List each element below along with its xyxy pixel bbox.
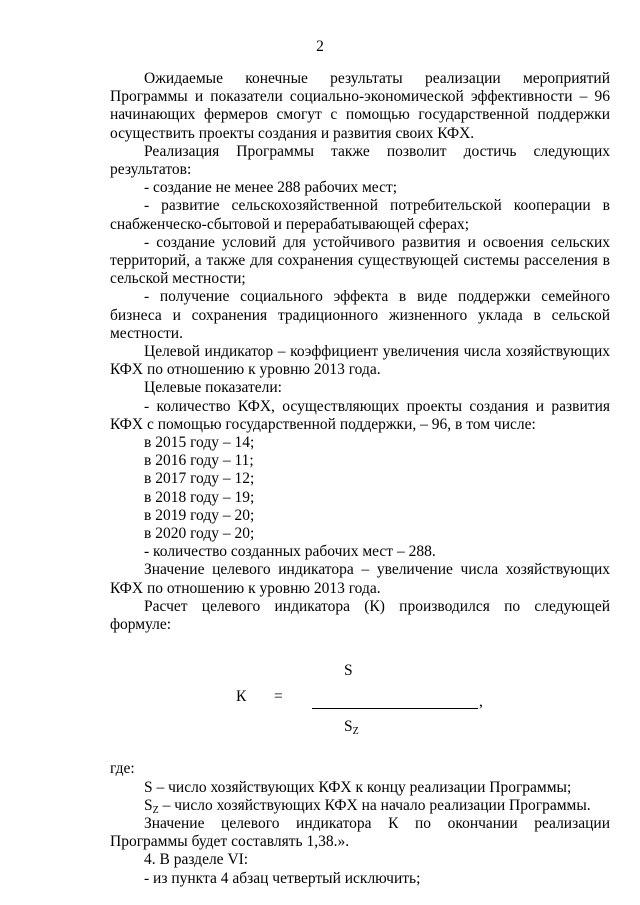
year-item: в 2016 году – 11; bbox=[144, 452, 254, 470]
year-item: в 2015 году – 14; bbox=[144, 434, 255, 452]
formula-fraction-line bbox=[312, 708, 478, 709]
formula-equals: = bbox=[274, 688, 283, 706]
formula-comma: , bbox=[479, 693, 483, 711]
paragraph-final-value: Значение целевого индикатора К по окончании реализации Программы будет составлять 1,38.». bbox=[110, 814, 610, 851]
section-heading: 4. В разделе VI: bbox=[144, 851, 249, 869]
list-item-kfh-count: - количество КФХ, осуществляющих проекты создания и развития КФХ с помощью государственной поддержки, – 96, в том числе: bbox=[110, 397, 610, 433]
paragraph-expected-results: Ожидаемые конечные результаты реализации мероприятий Программы и показатели социально-экономической эффективности – 96 начинающих фермеров смогут с помощью государственной поддержки осуществить проекты создания и развития своих КФХ. bbox=[110, 70, 610, 142]
legend-s-definition: S – число хозяйствующих КФХ к концу реализации Программы; bbox=[144, 778, 572, 796]
legend-where: где: bbox=[110, 760, 135, 778]
paragraph-implementation: Реализация Программы также позволит достичь следующих результатов: bbox=[110, 142, 610, 179]
formula-lhs: К bbox=[236, 688, 247, 706]
year-item: в 2017 году – 12; bbox=[144, 470, 255, 488]
formula-numerator: S bbox=[344, 662, 353, 680]
year-item: в 2018 году – 19; bbox=[144, 488, 255, 506]
list-item-jobs: - создание не менее 288 рабочих мест; bbox=[144, 179, 398, 197]
formula-denominator: $S_Z$ bbox=[344, 718, 359, 738]
list-item-social-effect: - получение социального эффекта в виде поддержки семейного бизнеса и сохранения традиционного жизненного уклада в сельской местности. bbox=[110, 288, 610, 342]
list-item-cooperation: - развитие сельскохозяйственной потребительской кооперации в снабженческо-сбытовой и перерабатывающей сферах; bbox=[110, 197, 610, 233]
list-item-rural-development: - создание условий для устойчивого развития и освоения сельских территорий, а также для сохранения существующей системы расселения в сельской местности; bbox=[110, 233, 610, 288]
formula bbox=[110, 650, 610, 738]
paragraph-formula-intro: Расчет целевого индикатора (К) производился по следующей формуле: bbox=[110, 597, 610, 634]
paragraph-target-indicator: Целевой индикатор – коэффициент увеличения числа хозяйствующих КФХ по отношению к уровню 2013 года. bbox=[110, 343, 610, 379]
list-item-exclude: - из пункта 4 абзац четвертый исключить; bbox=[144, 869, 421, 887]
legend-sz-definition: $S_Z$ – число хозяйствующих КФХ на начало реализации Программы. bbox=[144, 796, 591, 816]
paragraph-indicator-value: Значение целевого индикатора – увеличение числа хозяйствующих КФХ по отношению к уровню 2013 года. bbox=[110, 561, 610, 597]
page-number: 2 bbox=[316, 38, 324, 55]
year-item: в 2019 году – 20; bbox=[144, 506, 255, 524]
paragraph-target-metrics-heading: Целевые показатели: bbox=[144, 379, 282, 397]
document-body bbox=[110, 70, 610, 888]
year-item: в 2020 году – 20; bbox=[144, 525, 255, 543]
list-item-jobs-created: - количество созданных рабочих мест – 288. bbox=[144, 543, 436, 561]
